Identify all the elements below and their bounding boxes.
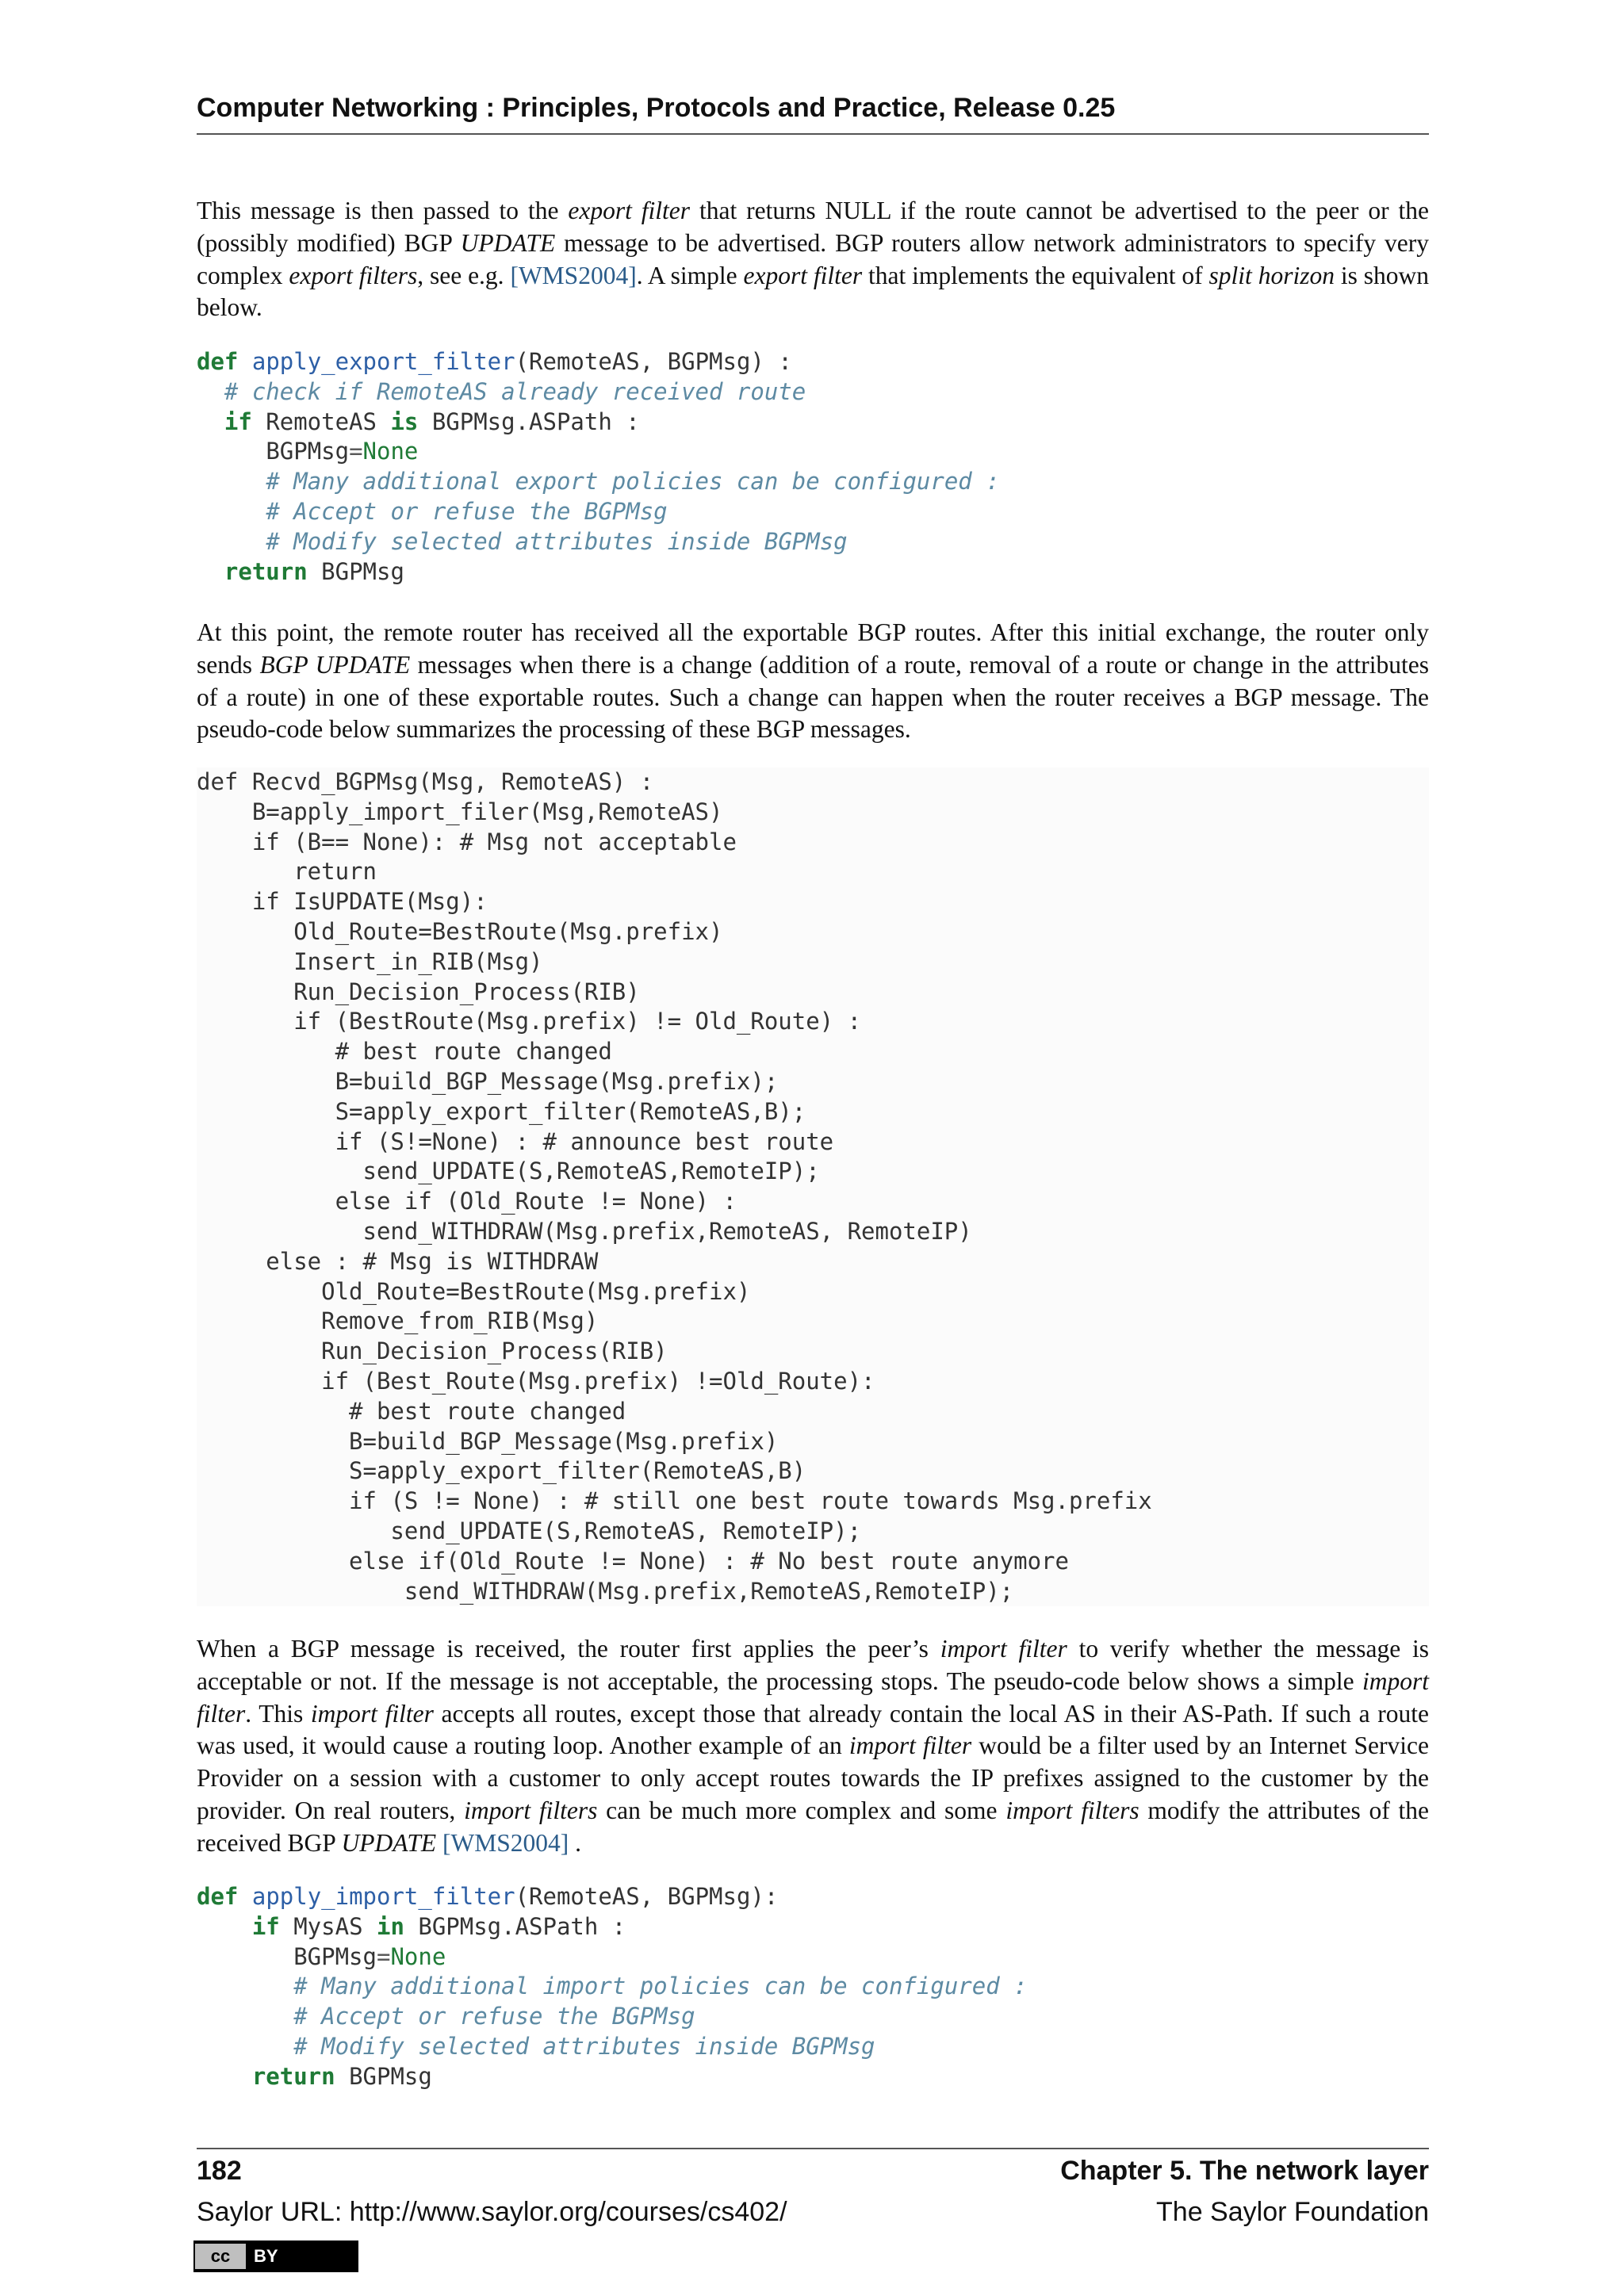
term: import filter [310, 1699, 434, 1728]
code-line: Run_Decision_Process(RIB) [197, 1337, 668, 1365]
text: . A simple [636, 261, 744, 289]
code-line: Insert_in_RIB(Msg) [197, 947, 543, 975]
term: export filters [289, 261, 418, 289]
code-line: S=apply_export_filter(RemoteAS,B); [197, 1097, 806, 1125]
citation-link[interactable]: [WMS2004] [510, 261, 637, 289]
code-text: BGPMsg.ASPath : [418, 408, 640, 435]
text: that returns NULL if the route cannot be advertised to the peer or the (possibly modified) BGP [197, 197, 1429, 257]
code-comment: # Many additional import policies can be configured : [293, 1973, 1028, 2000]
code-line: if (Best_Route(Msg.prefix) !=Old_Route): [197, 1367, 875, 1395]
text: At this point, the remote router has received all the exportable BGP routes. After this initial exchange, the router only sends [197, 618, 1429, 679]
code-block-import-filter [197, 1882, 1429, 2092]
text: is shown below. [197, 261, 1429, 322]
text: , see e.g. [417, 261, 511, 289]
term: import filters [464, 1796, 598, 1824]
code-line: else if(Old_Route != None) : # No best route anymore [197, 1547, 1069, 1575]
code-line: if (B== None): # Msg not acceptable [197, 828, 737, 855]
code-comment: # Modify selected attributes inside BGPMsg [266, 527, 848, 555]
code-line: B=build_BGP_Message(Msg.prefix) [197, 1427, 779, 1455]
text: that implements the equivalent of [862, 261, 1209, 289]
code-text: BGPMsg [335, 2062, 432, 2090]
code-block-export-filter [197, 347, 1429, 587]
code-line: else : # Msg is WITHDRAW [197, 1247, 599, 1275]
code-keyword: def [197, 1883, 239, 1910]
term: import filter [848, 1732, 972, 1760]
term: import filter [197, 1667, 1429, 1728]
paragraph-import-filter [197, 1633, 1429, 1860]
citation-link[interactable]: [WMS2004] [442, 1828, 569, 1857]
text: . This [245, 1699, 311, 1728]
code-keyword: return [224, 557, 308, 585]
text: When a BGP message is received, the router first applies the peer’s [197, 1635, 940, 1663]
code-line: B=apply_import_filer(Msg,RemoteAS) [197, 798, 723, 825]
code-comment: # Accept or refuse the BGPMsg [266, 497, 668, 525]
code-text: (RemoteAS, BGPMsg): [515, 1883, 779, 1910]
saylor-foundation: The Saylor Foundation [1156, 2197, 1429, 2227]
text: This message is then passed to the [197, 197, 569, 224]
text: message to be advertised. BGP routers allow network administrators to specify very complex [197, 228, 1430, 289]
code-comment: # check if RemoteAS already received route [224, 377, 806, 405]
chapter-title: Chapter 5. The network layer [1060, 2156, 1429, 2186]
code-line: return [197, 858, 377, 886]
code-line: if IsUPDATE(Msg): [197, 888, 488, 916]
term: split horizon [1208, 261, 1335, 289]
code-keyword: if [224, 408, 252, 435]
term: UPDATE [460, 228, 556, 257]
text [436, 1829, 442, 1857]
code-line: send_WITHDRAW(Msg.prefix,RemoteAS,RemoteIP); [197, 1577, 1014, 1605]
code-line: S=apply_export_filter(RemoteAS,B) [197, 1457, 806, 1485]
text: . [569, 1828, 581, 1857]
code-comment: # Accept or refuse the BGPMsg [293, 2003, 695, 2030]
code-line: B=build_BGP_Message(Msg.prefix); [197, 1067, 779, 1095]
code-block-recvd-bgpmsg [197, 767, 1429, 1606]
code-constant: None [390, 1942, 446, 1970]
code-line: def Recvd_BGPMsg(Msg, RemoteAS) : [197, 768, 654, 795]
code-line: send_UPDATE(S,RemoteAS,RemoteIP); [197, 1158, 820, 1185]
cc-icon: cc [195, 2244, 246, 2269]
code-line: Run_Decision_Process(RIB) [197, 978, 640, 1005]
term: UPDATE [341, 1828, 437, 1857]
code-text: RemoteAS [251, 408, 391, 435]
code-line: # best route changed [197, 1397, 626, 1425]
book-title: Computer Networking : Principles, Protocols and Practice, Release 0.25 [197, 93, 1116, 123]
code-line: # best route changed [197, 1038, 612, 1066]
page-number: 182 [197, 2156, 242, 2186]
code-function-name: apply_export_filter [251, 348, 515, 375]
term: import filter [940, 1635, 1067, 1663]
code-text: (RemoteAS, BGPMsg) : [515, 348, 792, 375]
paragraph-bgp-update [197, 617, 1429, 746]
text: accepts all routes, except those that already contain the local AS in their AS-Path. If such a route was used, it would cause a routing loop. Another example of an [197, 1699, 1430, 1760]
text: can be much more complex and some [597, 1796, 1006, 1824]
code-line: if (BestRoute(Msg.prefix) != Old_Route) : [197, 1008, 862, 1035]
code-keyword: def [197, 348, 239, 375]
code-constant: None [362, 438, 419, 465]
term: export filter [743, 261, 863, 289]
text: modify the attributes of the received BGP [197, 1796, 1430, 1857]
text: messages when there is a change (addition of a route, removal of a route or change in the attributes of a route) in one of these exportable routes. Such a change can happen when the router receives a BGP message. The pseudo-code below summarizes the processing of these BGP messages. [197, 650, 1430, 744]
term: import filters [1005, 1796, 1139, 1824]
code-keyword: if [251, 1912, 280, 1940]
text: would be a filter used by an Internet Service Provider on a session with a customer to only accept routes towards the IP prefixes assigned to the customer by the provider. On real routers, [197, 1732, 1429, 1824]
code-line: else if (Old_Route != None) : [197, 1188, 737, 1215]
code-text: BGPMsg.ASPath : [404, 1912, 626, 1940]
code-text: BGPMsg [293, 1942, 377, 1970]
code-line: send_UPDATE(S,RemoteAS, RemoteIP); [197, 1517, 862, 1544]
code-comment: # Modify selected attributes inside BGPMsg [293, 2032, 875, 2060]
text: to verify whether the message is acceptable or not. If the message is not acceptable, the processing stops. The pseudo-code below shows a simple [197, 1635, 1429, 1695]
code-line: if (S!=None) : # announce best route [197, 1127, 834, 1155]
code-function-name: apply_import_filter [251, 1883, 515, 1910]
code-operator: = [376, 1942, 391, 1970]
code-text: BGPMsg [307, 557, 404, 585]
code-line: Remove_from_RIB(Msg) [197, 1307, 599, 1335]
code-line: if (S != None) : # still one best route towards Msg.prefix [197, 1487, 1152, 1515]
code-comment: # Many additional export policies can be configured : [266, 468, 1000, 496]
saylor-url[interactable]: Saylor URL: http://www.saylor.org/courses/cs402/ [197, 2197, 787, 2227]
running-header [197, 89, 1429, 135]
paragraph-export-filter [197, 195, 1429, 324]
code-text: BGPMsg [266, 438, 350, 465]
code-line: Old_Route=BestRoute(Msg.prefix) [197, 1277, 751, 1305]
code-text: MysAS [279, 1912, 377, 1940]
code-keyword: is [390, 408, 419, 435]
term: BGP UPDATE [259, 650, 411, 679]
code-operator: = [349, 438, 363, 465]
code-line: Old_Route=BestRoute(Msg.prefix) [197, 917, 723, 945]
cc-by-license-badge[interactable] [193, 2241, 358, 2272]
code-keyword: in [376, 1912, 404, 1940]
footer-rule [197, 2148, 1429, 2149]
code-line: send_WITHDRAW(Msg.prefix,RemoteAS, RemoteIP) [197, 1217, 972, 1245]
by-label: BY [254, 2246, 278, 2266]
code-keyword: return [251, 2062, 335, 2090]
term: export filter [568, 197, 691, 224]
